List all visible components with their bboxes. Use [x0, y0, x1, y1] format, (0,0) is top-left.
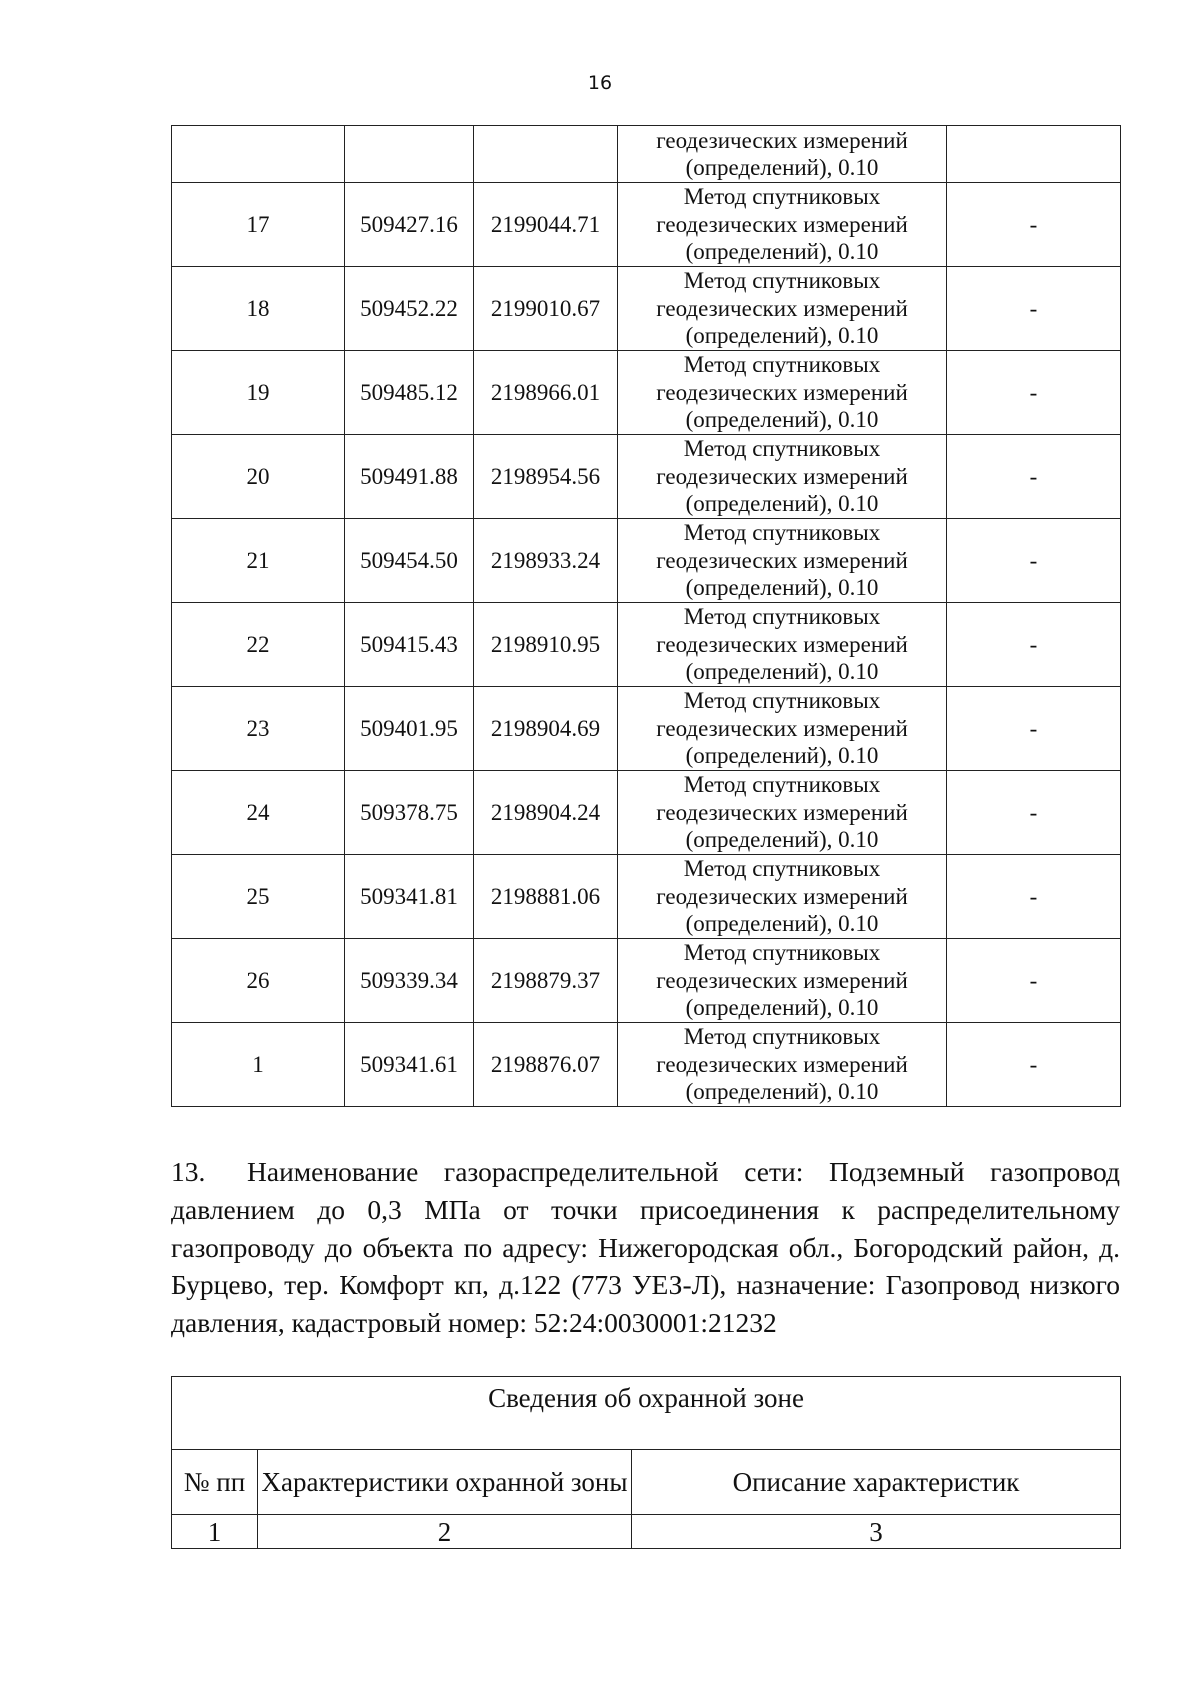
- method-line: Метод спутниковых: [683, 520, 881, 546]
- method-cell: [618, 126, 947, 183]
- table-row: [172, 183, 1121, 267]
- note-cell: -: [947, 435, 1121, 519]
- point-number-cell: 18: [172, 267, 345, 351]
- x-coordinate-cell: 509485.12: [345, 351, 474, 435]
- point-number-cell: 19: [172, 351, 345, 435]
- method-line: (определений), 0.10: [685, 827, 879, 853]
- method-cell: [618, 519, 947, 603]
- method-line: Метод спутниковых: [683, 184, 881, 210]
- table-row: [172, 267, 1121, 351]
- table-row: [172, 855, 1121, 939]
- protection-zone-table: [171, 1376, 1121, 1549]
- note-cell: -: [947, 183, 1121, 267]
- y-coordinate-cell: 2198879.37: [474, 939, 618, 1023]
- y-coordinate-cell: 2198954.56: [474, 435, 618, 519]
- point-number-cell: 21: [172, 519, 345, 603]
- coordinates-table-body: [172, 126, 1121, 1107]
- method-line: геодезических измерений: [656, 631, 908, 657]
- method-line: геодезических измерений: [656, 295, 908, 321]
- zone-table-title: Сведения об охранной зоне: [172, 1377, 1121, 1450]
- method-line: геодезических измерений: [656, 463, 908, 489]
- method-line: геодезических измерений: [656, 883, 908, 909]
- method-line: Метод спутниковых: [683, 352, 881, 378]
- header-description: Описание характеристик: [632, 1450, 1121, 1515]
- point-number-cell: 17: [172, 183, 345, 267]
- table-row: [172, 687, 1121, 771]
- table-row: [172, 126, 1121, 183]
- x-coordinate-cell: 509491.88: [345, 435, 474, 519]
- note-cell: -: [947, 771, 1121, 855]
- page-number: 16: [587, 72, 613, 94]
- y-coordinate-cell: 2198904.69: [474, 687, 618, 771]
- method-line: геодезических измерений: [656, 547, 908, 573]
- method-cell: [618, 687, 947, 771]
- x-coordinate-cell: 509401.95: [345, 687, 474, 771]
- x-coordinate-cell: 509452.22: [345, 267, 474, 351]
- method-cell: [618, 939, 947, 1023]
- y-coordinate-cell: 2198876.07: [474, 1023, 618, 1107]
- method-line: (определений), 0.10: [685, 1079, 879, 1105]
- note-cell: -: [947, 855, 1121, 939]
- header-number: № пп: [172, 1450, 258, 1515]
- method-line: Метод спутниковых: [683, 1024, 881, 1050]
- table-row: [172, 1023, 1121, 1107]
- table-header-row: [172, 1450, 1121, 1515]
- column-number: 2: [258, 1515, 632, 1549]
- section-number: 13.: [171, 1156, 206, 1187]
- method-line: (определений), 0.10: [685, 323, 879, 349]
- point-number-cell: 20: [172, 435, 345, 519]
- method-line: геодезических измерений: [656, 799, 908, 825]
- table-row: [172, 435, 1121, 519]
- method-line: геодезических измерений: [656, 967, 908, 993]
- method-line: (определений), 0.10: [685, 491, 879, 517]
- coordinates-table: [171, 125, 1121, 1107]
- note-cell: -: [947, 267, 1121, 351]
- note-cell: -: [947, 687, 1121, 771]
- method-line: (определений), 0.10: [685, 407, 879, 433]
- x-coordinate-cell: 509339.34: [345, 939, 474, 1023]
- method-line: геодезических измерений: [656, 715, 908, 741]
- method-line: геодезических измерений: [656, 1051, 908, 1077]
- method-line: (определений), 0.10: [685, 911, 879, 937]
- point-number-cell: 22: [172, 603, 345, 687]
- method-cell: [618, 603, 947, 687]
- method-line: Метод спутниковых: [683, 940, 881, 966]
- point-number-cell: 26: [172, 939, 345, 1023]
- method-cell: [618, 267, 947, 351]
- y-coordinate-cell: 2198933.24: [474, 519, 618, 603]
- table-row: [172, 1515, 1121, 1549]
- method-line: Метод спутниковых: [683, 856, 881, 882]
- y-coordinate-cell: 2199010.67: [474, 267, 618, 351]
- method-cell: [618, 351, 947, 435]
- point-number-cell: 1: [172, 1023, 345, 1107]
- method-cell: [618, 855, 947, 939]
- method-cell: [618, 1023, 947, 1107]
- point-number-cell: 23: [172, 687, 345, 771]
- method-line: (определений), 0.10: [685, 995, 879, 1021]
- x-coordinate-cell: 509341.81: [345, 855, 474, 939]
- section-text: Наименование газораспределительной сети: Подземный газопровод давлением до 0,3 МПа от точки присоединения к распределительному газопроводу до объекта по адресу: Нижегородская обл., Богородский район, д. Бурцево, тер. Комфорт кп, д.122 (773 УЕЗ-Л), назначение: Газопровод низкого давления, кадастровый номер: 52:24:0030001:21232: [171, 1156, 1120, 1339]
- table-row: [172, 1377, 1121, 1450]
- header-characteristics: Характеристики охранной зоны: [258, 1450, 632, 1515]
- y-coordinate-cell: 2198881.06: [474, 855, 618, 939]
- table-row: [172, 351, 1121, 435]
- column-number: 1: [172, 1515, 258, 1549]
- method-line: (определений), 0.10: [685, 575, 879, 601]
- x-coordinate-cell: 509341.61: [345, 1023, 474, 1107]
- table-row: [172, 519, 1121, 603]
- y-coordinate-cell: 2198910.95: [474, 603, 618, 687]
- column-number: 3: [632, 1515, 1121, 1549]
- method-cell: [618, 771, 947, 855]
- method-line: Метод спутниковых: [683, 604, 881, 630]
- x-coordinate-cell: 509415.43: [345, 603, 474, 687]
- note-cell: -: [947, 519, 1121, 603]
- method-line: Метод спутниковых: [683, 772, 881, 798]
- x-coordinate-cell: [345, 126, 474, 183]
- method-line: (определений), 0.10: [685, 155, 879, 180]
- point-number-cell: 24: [172, 771, 345, 855]
- table-row: [172, 939, 1121, 1023]
- note-cell: -: [947, 351, 1121, 435]
- method-line: геодезических измерений: [656, 211, 908, 237]
- method-cell: [618, 435, 947, 519]
- note-cell: -: [947, 603, 1121, 687]
- method-line: геодезических измерений: [656, 379, 908, 405]
- note-cell: -: [947, 939, 1121, 1023]
- x-coordinate-cell: 509454.50: [345, 519, 474, 603]
- method-line: Метод спутниковых: [683, 436, 881, 462]
- point-number-cell: [172, 126, 345, 183]
- method-line: (определений), 0.10: [685, 239, 879, 265]
- note-cell: -: [947, 1023, 1121, 1107]
- method-line: Метод спутниковых: [683, 688, 881, 714]
- method-line: (определений), 0.10: [685, 659, 879, 685]
- y-coordinate-cell: [474, 126, 618, 183]
- method-line: (определений), 0.10: [685, 743, 879, 769]
- x-coordinate-cell: 509378.75: [345, 771, 474, 855]
- point-number-cell: 25: [172, 855, 345, 939]
- y-coordinate-cell: 2198966.01: [474, 351, 618, 435]
- method-line: Метод спутниковых: [683, 268, 881, 294]
- note-cell: [947, 126, 1121, 183]
- method-line: геодезических измерений: [656, 127, 908, 153]
- y-coordinate-cell: 2198904.24: [474, 771, 618, 855]
- table-row: [172, 603, 1121, 687]
- section-paragraph: [171, 1153, 1120, 1342]
- table-row: [172, 771, 1121, 855]
- y-coordinate-cell: 2199044.71: [474, 183, 618, 267]
- method-cell: [618, 183, 947, 267]
- x-coordinate-cell: 509427.16: [345, 183, 474, 267]
